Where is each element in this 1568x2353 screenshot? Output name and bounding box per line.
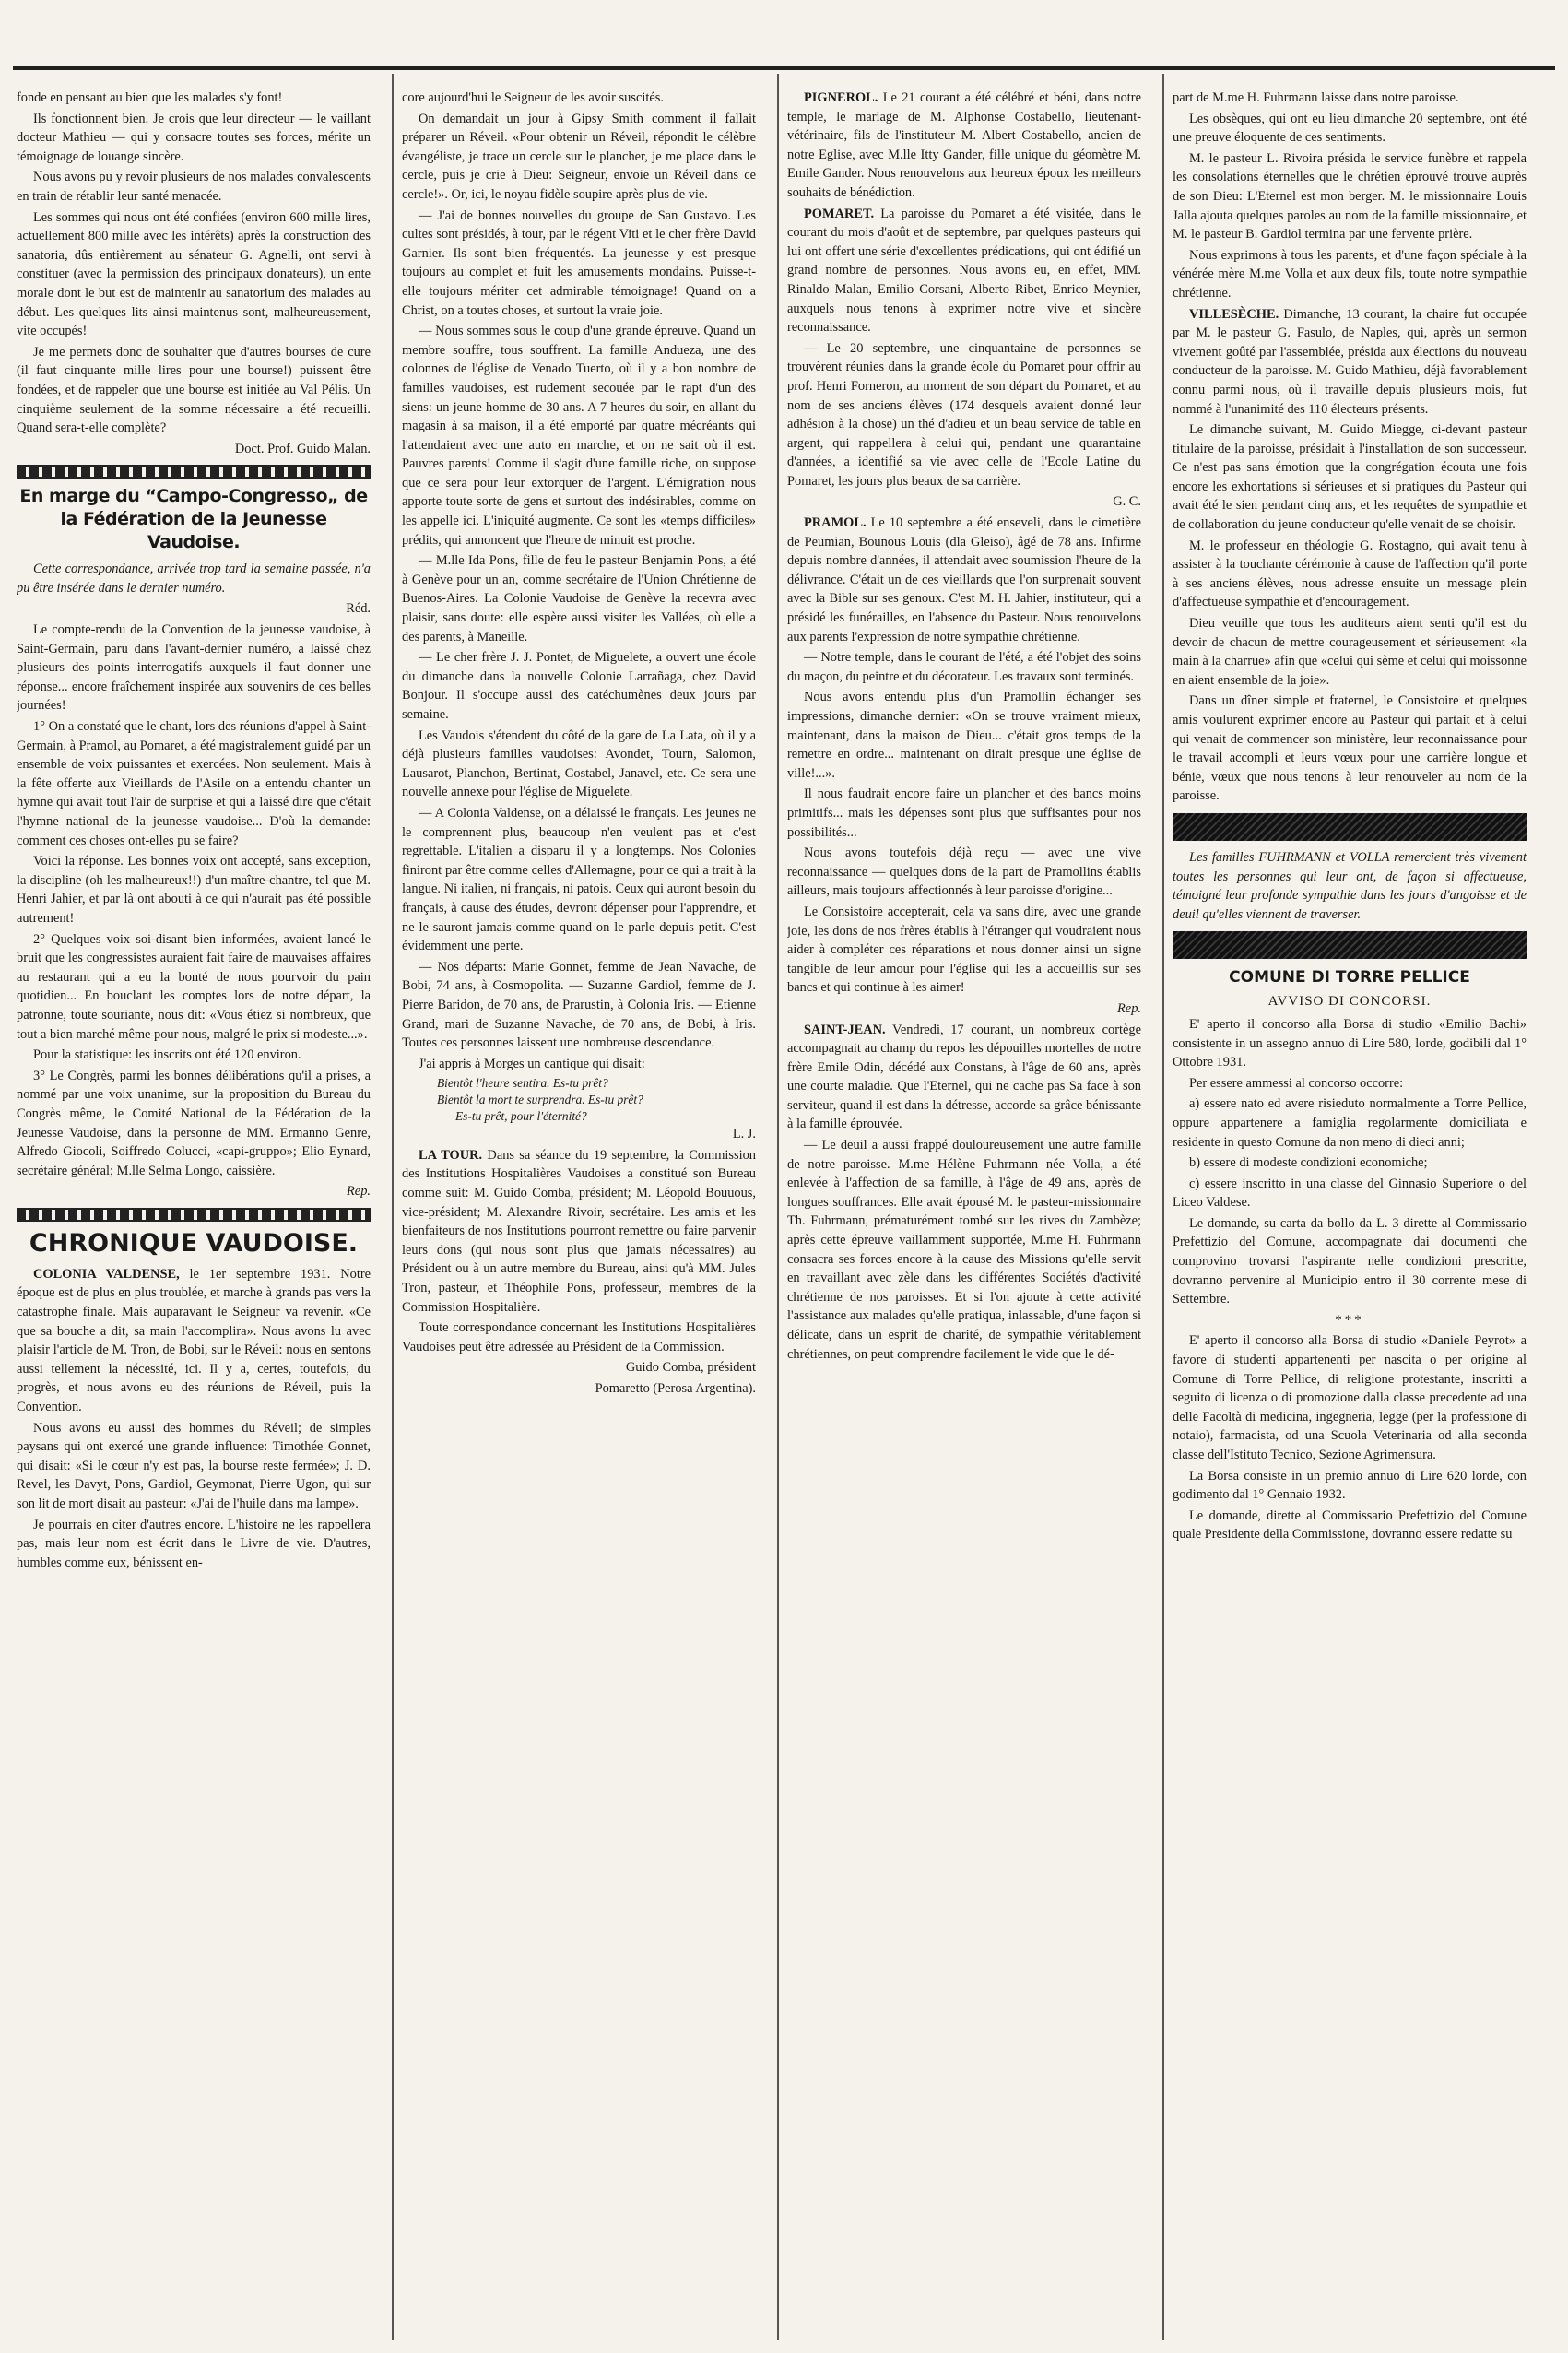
paragraph: Les sommes qui nous ont été confiées (environ 600 mille lires, actuellement 800 mille avec les intérêts) après la construction des sanatoria, dûs entièrement au sénateur G. Agnelli, ont servi à constituer (avec la permission des principaux donateurs), un ente morale dont le but est de maintenir au sanatorium des malades au début. Les quelques lits ainsi maintenus sont, malheureusement, vite occupés! xyxy=(17,209,371,339)
paragraph: Le domande, su carta da bollo da L. 3 dirette al Commissario Prefettizio del Comune, accompagnate dai documenti che comprovino trovarsi l'aspirante nelle condizioni prescritte, dovranno pervenire al Municipio entro il 30 corrente mese di Settembre. xyxy=(1173,1215,1527,1307)
paragraph: Nous avons entendu plus d'un Pramollin échanger ses impressions, dimanche dernier: «On se trouve vraiment mieux, maintenant, dans la maison de Dieu... c'était gros temps de la remettre en ordre... maintenant on dirait presque une église de ville!...». xyxy=(787,690,1141,781)
column-divider xyxy=(1162,74,1164,2340)
column-divider xyxy=(777,74,779,2340)
paragraph: La Borsa consiste in un premio annuo di Lire 620 lorde, con godimento dal 1° Gennaio 1932. xyxy=(1173,1468,1527,1503)
place-label: LA TOUR. xyxy=(419,1147,483,1163)
paragraph: — Le deuil a aussi frappé douloureusement une autre famille de notre paroisse. M.me Hélène Fuhrmann née Volla, a été enlevée à l'affection de sa famille, à l'âge de 49 ans, après de longues souffrances. Elle avait épousé M. le pasteur-missionnaire Th. Fuhrmann, prématurément tombé sur les rives du Zambèze; après cette épreuve vaillamment supportée, M.me H. Fuhrmann consacra ses forces encore à la cause des Missions qu'elle servit en travaillant avec zèle dans les différentes Sociétés d'activité chrétienne de nos paroisses. Et si l'on ajoute à cette activité l'assistance aux malades qu'elle pratiqua, inlassable, d'une façon si délicate, dans un esprit de charité, de sympathie véritablement chrétiennes, on peut comprendre facilement le vide que le dé- xyxy=(787,1138,1141,1362)
paragraph: Nous exprimons à tous les parents, et d'une façon spéciale à la vénérée mère M.me Volla et aux deux fils, toute notre sympathie chrétienne. xyxy=(1173,247,1527,301)
paragraph: a) essere nato ed avere risieduto normalmente a Torre Pellice, oppure appartenere a famiglia regolarmente domiciliata e residente in questo Comune da non meno di dieci anni; xyxy=(1173,1096,1527,1150)
paragraph: Toute correspondance concernant les Institutions Hospitalières Vaudoises peut être adressée au Président de la Commission. xyxy=(402,1320,756,1354)
section-headline: CHRONIQUE VAUDOISE. xyxy=(29,1228,359,1258)
paragraph: — Le 20 septembre, une cinquantaine de personnes se trouvèrent réunies dans la grande école du Pomaret pour offrir au prof. Henri Forneron, au moment de son départ du Pomaret, et au nom de ses anciens élèves (174 desquels avaient donné leur adhésion à la chose) un thé d'adieu et un beau service de table en argent, qui rappellera à celui qui, pendant une quarantaine d'années, a identifié sa vie avec celle de l'Ecole Latine du Pomaret, les jours plus beaux de sa carrière. xyxy=(787,340,1141,489)
paragraph: — Nous sommes sous le coup d'une grande épreuve. Quand un membre souffre, tous souffrent. La famille Andueza, une des colonnes de l'église de Venado Tuerto, où il y a bon nombre de familles vaudoises, est rudement secouée par le rapt d'un des siens: un jeune homme de 30 ans. A 7 heures du soir, en allant du magasin à sa maison, il a été emporté par quatre mécréants qui l'attendaient avec une auto en marche, et on ne sait où il est. Pauvres parents! Comme il s'agit d'une famille riche, on suppose que ce sera pour leur extorquer de l'argent. L'émigration nous apporte toute sorte de gens et surtout des indésirables, comme on les appelle ici. L'iniquité augmente. Ce sont les «temps difficiles» prédits, qui annoncent que l'heure de minuit est proche. xyxy=(402,324,756,548)
paragraph: On demandait un jour à Gipsy Smith comment il fallait préparer un Réveil. «Pour obtenir un Réveil, répondit le célèbre évangéliste, je trace un cercle sur le plancher, je me place dans le cercle, puis je crie à Dieu: Seigneur, envoie un Réveil dans ce cercle!». Or, ici, le noyau fidèle soupire après plus de vie. xyxy=(402,111,756,202)
column-3 xyxy=(787,89,1141,2340)
paragraph-text: La paroisse du Pomaret a été visitée, dans le courant du mois d'août et de septembre, par quelques pasteurs qui lui ont offert une série d'excellentes prédications, qui ont édifié un grand nombre de personnes. Nous avons eu, en effet, MM. Rinaldo Malan, Emilio Corsani, Alberto Ribet, Enrico Meynier, auxquels nous tenons à exprimer notre vive et sincère reconnaissance. xyxy=(787,206,1141,336)
paragraph: M. le professeur en théologie G. Rostagno, qui avait tenu à assister à la touchante cérémonie à cause de l'affection qu'il porte à ses anciens élèves, nous adresse ensuite un message plein d'affectueuse sympathie et d'encouragement. xyxy=(1173,538,1527,610)
notice-headline: COMUNE DI TORRE PELLICE xyxy=(1229,968,1470,987)
paragraph: Pour la statistique: les inscrits ont été 120 environ. xyxy=(33,1047,301,1063)
place-label: POMARET. xyxy=(804,206,875,221)
paragraph: — M.lle Ida Pons, fille de feu le pasteur Benjamin Pons, a été à Genève pour un an, comme secrétaire de l'Union Chrétienne de Buenos-Aires. La Colonie Vaudoise de Genève la recevra avec plaisir, sans doute: elle espère aussi visiter les Vallées, où elle a des parents, à Maneille. xyxy=(402,553,756,644)
paragraph: core aujourd'hui le Seigneur de les avoir suscités. xyxy=(402,90,664,105)
signature: Rep. xyxy=(347,1184,371,1200)
paragraph: Dieu veuille que tous les auditeurs aient senti qu'il est du devoir de chacun de mettre courageusement et sérieusement «la main à la charrue» afin que «celui qui sème et celui qui moissonne en aient ensemble de la joie». xyxy=(1173,616,1527,688)
paragraph: — Nos départs: Marie Gonnet, femme de Jean Navache, de Bobi, 74 ans, à Cosmopolita. — Suzanne Gardiol, femme de J. Pierre Baridon, de 70 ans, de Prarustin, à Colonia Iris. — Etienne Grand, mari de Suzanne Navache, de 70 ans, de Bobi, à Iris. Toutes ces personnes laissent une nombreuse descendance. xyxy=(402,959,756,1051)
paragraph: fonde en pensant au bien que les malades s'y font! xyxy=(17,90,283,105)
paragraph: Le domande, dirette al Commissario Prefettizio del Comune quale Presidente della Commissione, dovranno essere redatte su xyxy=(1173,1508,1527,1543)
paragraph: — Notre temple, dans le courant de l'été, a été l'objet des soins du maçon, du peintre et du décorateur. Les travaux sont terminés. xyxy=(787,650,1141,684)
place-label: PRAMOL. xyxy=(804,515,867,531)
paragraph xyxy=(1173,305,1527,420)
paragraph-text: Le 10 septembre a été enseveli, dans le cimetière de Peumian, Bounous Louis (dla Gleiso), âgé de 78 ans. Infirme depuis nombre d'années, il attendait avec soumission l'heure de la délivrance. C'était un de ces vieillards que l'on surprenait souvent avec la Bible sur ses genoux. C'est M. H. Jahier, instituteur, qui a présidé les funérailles, en l'absence du Pasteur. Nous renouvelons aux parents l'expression de notre sympathie chrétienne. xyxy=(787,515,1141,644)
black-band-divider xyxy=(1173,931,1527,959)
paragraph: Le dimanche suivant, M. Guido Miegge, ci-devant pasteur titulaire de la paroisse, présidait à l'installation de son successeur. Ce n'est pas sans émotion que la congrégation écouta une fois encore les exhortations si sérieuses et si pratiques du Pasteur qui avait été le sien pendant cinq ans, et les requêtes de sympathie et de collaboration du jeune conducteur qu'elle venait de se choisir. xyxy=(1173,422,1527,533)
signature: L. J. xyxy=(732,1127,756,1142)
paragraph: E' aperto il concorso alla Borsa di studio «Emilio Bachi» consistente in un assegno annuo di Lire 580, lorde, godibili dal 1° Ottobre 1931. xyxy=(1173,1016,1527,1070)
paragraph: E' aperto il concorso alla Borsa di studio «Daniele Peyrot» a favore di studenti appartenenti per nascita o per origine al Comune di Torre Pellice, di religione protestante, inscritti a seguito di licenza o di promozione dalla classe precedente ad una delle Facoltà di medicina, ingegneria, legge (per la professione di notaio), farmacista, od una Scuola Veterinaria od alla seconda classe dell'Istituto Tecnico, Sezione Agrimensura. xyxy=(1173,1333,1527,1462)
paragraph-text: Dimanche, 13 courant, la chaire fut occupée par M. le pasteur G. Fasulo, de Naples, qui, après un sermon vivement goûté par l'assemblée, présida aux élections du nouveau conducteur de la paroisse. M. Guido Mathieu, déjà favorablement connu parmi nous, où il travaille depuis plusieurs mois, fut nommé à l'unanimité des 110 électeurs présents. xyxy=(1173,306,1527,417)
paragraph: b) essere di modeste condizioni economiche; xyxy=(1189,1155,1428,1171)
black-band-divider xyxy=(1173,813,1527,841)
signature: G. C. xyxy=(1113,494,1141,510)
column-2 xyxy=(402,89,756,2340)
paragraph xyxy=(787,1021,1141,1135)
paragraph: Dans un dîner simple et fraternel, le Consistoire et quelques amis voulurent exprimer encore au Pasteur qui partait et à celui qui venait de commencer son ministère, leur reconnaissance pour le travail accompli et leurs vœux pour une carrière longue et bénie, vœux que nous tenons à leur renouveler au nom de la paroisse. xyxy=(1173,693,1527,804)
paragraph-text: Le 21 courant a été célébré et béni, dans notre temple, le mariage de M. Alphonse Costabello, lieutenant-vétérinaire, fils de l'instituteur M. Albert Costabello, ancien de notre Eglise, avec M.lle Itty Gander, fille unique du géomètre M. Emile Gander. Nous renouvelons aux heureux époux les meilleurs souhaits de bénédiction. xyxy=(787,90,1141,200)
paragraph: — A Colonia Valdense, on a délaissé le français. Les jeunes ne le comprennent plus, beaucoup n'en veulent pas et c'est regrettable. L'italien a disparu il y a longtemps. Nos Colonies finiront par être comme celles d'Allemagne, pour ce qui a trait à la langue. Ni italien, ni français, ni patois. Ceux qui auront besoin du français, à cause des études, devront dépenser pour l'apprendre, et ne le sauront jamais comme quand on le parle depuis petit. C'est évidemment une perte. xyxy=(402,805,756,954)
notice-subheadline: AVVISO DI CONCORSI. xyxy=(1267,994,1432,1010)
editor-note: Cette correspondance, arrivée trop tard la semaine passée, n'a pu être insérée dans le dernier numéro. xyxy=(17,562,371,596)
paragraph-text: le 1er septembre 1931. Notre époque est de plus en plus troublée, et marche à grands pas vers la catastrophe finale. Mais auparavant le Seigneur va revenir. «Ce que sa bouche a dit, sa main l'accomplira». Nous avons lu avec plaisir l'article de M. Tron, de Bobi, sur le Réveil: nous en sentons aussi tellement la nécessité, ici. Il y a, certes, toutefois, du progrès, et nous avons eu des réunions de Réveil, puis la Convention. xyxy=(17,1266,371,1415)
place-label: VILLESÈCHE. xyxy=(1189,306,1279,322)
paragraph: 1° On a constaté que le chant, lors des réunions d'appel à Saint-Germain, à Pramol, au Pomaret, a été magistralement guidé par un ensemble de voix puissantes et exercées. Non seulement. Mais à la fête offerte aux Vieillards de l'Asile on a entendu chanter un hymne qui avait tout l'air de surprise et qui a laissé dire que c'était l'hymne national de la jeunesse vaudoise... D'où la demande: comment ces choses ont-elles pu se faire? xyxy=(17,719,371,848)
signature: Pomaretto (Perosa Argentina). xyxy=(595,1381,756,1396)
paragraph-text: Dans sa séance du 19 septembre, la Commission des Institutions Hospitalières Vaudoises a constitué son Bureau comme suit: M. Guido Comba, président; M. Léopold Bouuous, vice-président; M. Alexandre Rivoir, secrétaire. Les amis et les bienfaiteurs de nos Institutions pourront remettre ou faire parvenir leurs dons (qui nous sont plus que jamais nécessaires) au Président ou à un autre membre du Bureau, ainsi qu'à MM. Jules Tron, pasteur, et Théophile Pons, professeur, membres de la Commission Hospitalière. xyxy=(402,1147,756,1315)
paragraph: Nous avons pu y revoir plusieurs de nos malades convalescents en train de rétablir leur santé menacée. xyxy=(17,170,371,204)
paragraph: Le Consistoire accepterait, cela va sans dire, avec une grande joie, les dons de nos frères établis à l'étranger qui voudraient nous aider à compléter ces réparations et nous donner ainsi un signe tangible de leur amour pour l'église qui les a accueillis sur ses bancs et qui continue à les aimer! xyxy=(787,904,1141,996)
verse-line: Bientôt la mort te surprendra. Es-tu prêt? xyxy=(437,1093,643,1107)
article-headline: En marge du “Campo-Congresso„ de la Fédération de la Jeunesse Vaudoise. xyxy=(19,486,368,553)
signature: Doct. Prof. Guido Malan. xyxy=(234,441,371,456)
paragraph: Les obsèques, qui ont eu lieu dimanche 20 septembre, ont été une preuve éloquente de ces sentiments. xyxy=(1173,111,1527,146)
paragraph: Ils fonctionnent bien. Je crois que leur directeur — le vaillant docteur Mathieu — qui y consacre toutes ses forces, mérite un témoignage de louange sincère. xyxy=(17,111,371,164)
column-1 xyxy=(17,89,371,2340)
signature: Réd. xyxy=(346,601,371,617)
ornamental-divider xyxy=(17,1208,371,1222)
paragraph-text: Vendredi, 17 courant, un nombreux cortège accompagnait au champ du repos les dépouilles mortelles de notre frère Emile Odin, décédé aux Constans, à l'âge de 60 ans, après une courte maladie. Que l'Eternel, qui ne cache pas Sa face à son serviteur, quand il est dans la détresse, accorde sa grâce bénissante à la famille éprouvée. xyxy=(787,1022,1141,1132)
paragraph: Voici la réponse. Les bonnes voix ont accepté, sans exception, la discipline (oh les malheureux!!) d'un maître-chantre, tel que M. Henri Jahier, et par là ont abouti à ce qui n'aurait pas été possible autrement! xyxy=(17,854,371,926)
column-divider xyxy=(392,74,394,2340)
paragraph: part de M.me H. Fuhrmann laisse dans notre paroisse. xyxy=(1173,90,1459,105)
place-label: COLONIA VALDENSE, xyxy=(33,1266,180,1282)
paragraph: Nous avons eu aussi des hommes du Réveil; de simples paysans qui ont exercé une grande influence: Timothée Gonnet, qui disait: «Si le cœur n'y est pas, la bourse reste fermée»; J. D. Revel, les Davyt, Pons, Gardiol, Geymonat, Pierre Ugon, qui sur son lit de mort disait au pasteur: «J'ai de l'huile dans ma lampe». xyxy=(17,1420,371,1511)
signature: Rep. xyxy=(1117,1000,1141,1016)
paragraph xyxy=(402,1146,756,1317)
verse-line: Es-tu prêt, pour l'éternité? xyxy=(455,1109,587,1124)
paragraph: c) essere inscritto in una classe del Ginnasio Superiore o del Liceo Valdese. xyxy=(1173,1176,1527,1211)
paragraph: Il nous faudrait encore faire un plancher et des bancs moins primitifs... mais les dépenses sont plus que suffisantes pour nos possibilités... xyxy=(787,786,1141,840)
asterism: *** xyxy=(1335,1312,1364,1328)
paragraph: Je me permets donc de souhaiter que d'autres bourses de cure (il faut cinquante mille lires pour une bourse!) puissent être fondées, et de rappeler que une bourse est initiée au Val Pélis. Un cinquième seulement de la somme nécessaire a été recueilli. Quand sera-t-elle complète? xyxy=(17,344,371,436)
paragraph xyxy=(787,89,1141,203)
paragraph: Les Vaudois s'étendent du côté de la gare de La Lata, où il y a déjà plusieurs familles vaudoises: Avondet, Tourn, Salomon, Lausarot, Planchon, Bertinat, Costabel, Janavel, etc. Ce sera une nouvelle annexe pour l'église de Miguelete. xyxy=(402,727,756,800)
top-rule xyxy=(13,66,1555,70)
signature: Guido Comba, président xyxy=(625,1360,756,1376)
paragraph: Per essere ammessi al concorso occorre: xyxy=(1189,1075,1404,1091)
paragraph: Nous avons toutefois déjà reçu — avec une vive reconnaissance — quelques dons de la part de Pramollins établis ailleurs, mais toujours affectionnés à leur paroisse d'origine... xyxy=(787,845,1141,899)
paragraph: 3° Le Congrès, parmi les bonnes délibérations qu'il a prises, a nommé par une voix unanime, sur la proposition du Bureau du Congrès même, le Comité National de la Fédération de la Jeunesse Vaudoise, dans la personne de MM. Ermanno Genre, Alfredo Giocoli, Soiffredo Colucci, «capi-gruppo»; Elio Eynard, secrétaire général; M.lle Selma Longo, caissière. xyxy=(17,1068,371,1178)
paragraph: J'ai appris à Morges un cantique qui disait: xyxy=(419,1056,645,1071)
place-label: PIGNEROL. xyxy=(804,90,878,105)
paragraph: M. le pasteur L. Rivoira présida le service funèbre et rappela les consolations éternelles que le chrétien éprouvé trouve auprès de son Dieu: L'Eternel est mon berger. M. le missionnaire Louis Jalla ajouta quelques paroles au nom de la famille missionnaire, et M. le pasteur B. Gardiol termina par une fervente prière. xyxy=(1173,150,1527,242)
paragraph: 2° Quelques voix soi-disant bien informées, avaient lancé le bruit que les congressistes auraient fait faire de mauvaises affaires au restaurant qui a eu la bonté de nous pourvoir du pain quotidien... En bouclant les comptes lors de notre départ, la patronne, toute souriante, nous dit: «Vous étiez si nombreux, que tout a bien marché même pour nous, malgré le prix si modeste...». xyxy=(17,931,371,1042)
paragraph xyxy=(17,1265,371,1417)
thanks-notice: Les familles FUHRMANN et VOLLA remercient très vivement toutes les personnes qui leur ont, de façon si affectueuse, témoigné leur profonde sympathie dans les jours d'angoisse et de deuil qu'elles viennent de traverser. xyxy=(1173,849,1527,922)
place-label: SAINT-JEAN. xyxy=(804,1022,886,1037)
paragraph: Le compte-rendu de la Convention de la jeunesse vaudoise, à Saint-Germain, paru dans l'avant-dernier numéro, a laissé chez plusieurs des points interrogatifs auxquels il faut donner une réponse... encore fraîchement inspirée aux souvenirs de ces belles journées! xyxy=(17,622,371,714)
paragraph: — Le cher frère J. J. Pontet, de Miguelete, a ouvert une école du dimanche dans la nouvelle Colonie Larrañaga, chez David Bonjour. Il s'occupe aussi des catéchumènes deux jours par semaine. xyxy=(402,650,756,722)
ornamental-divider xyxy=(17,465,371,479)
verse-line: Bientôt l'heure sentira. Es-tu prêt? xyxy=(437,1076,608,1091)
paragraph: Je pourrais en citer d'autres encore. L'histoire ne les rappellera pas, mais leur nom est écrit dans le Livre de vie. D'autres, humbles comme eux, bénissent en- xyxy=(17,1517,371,1570)
paragraph xyxy=(787,205,1141,337)
column-4 xyxy=(1173,89,1527,2340)
paragraph: — J'ai de bonnes nouvelles du groupe de San Gustavo. Les cultes sont présidés, à tour, par le régent Viti et le cher frère David Garnier. Ils sont bien fréquentés. La jeunesse y est presque toujours au complet et fuit les amusements mondains. Puisse-t-elle toujours mériter cet admirable témoignage! Quand on a Christ, on a toutes choses, et surtout la vraie joie. xyxy=(402,207,756,318)
paragraph xyxy=(787,514,1141,646)
